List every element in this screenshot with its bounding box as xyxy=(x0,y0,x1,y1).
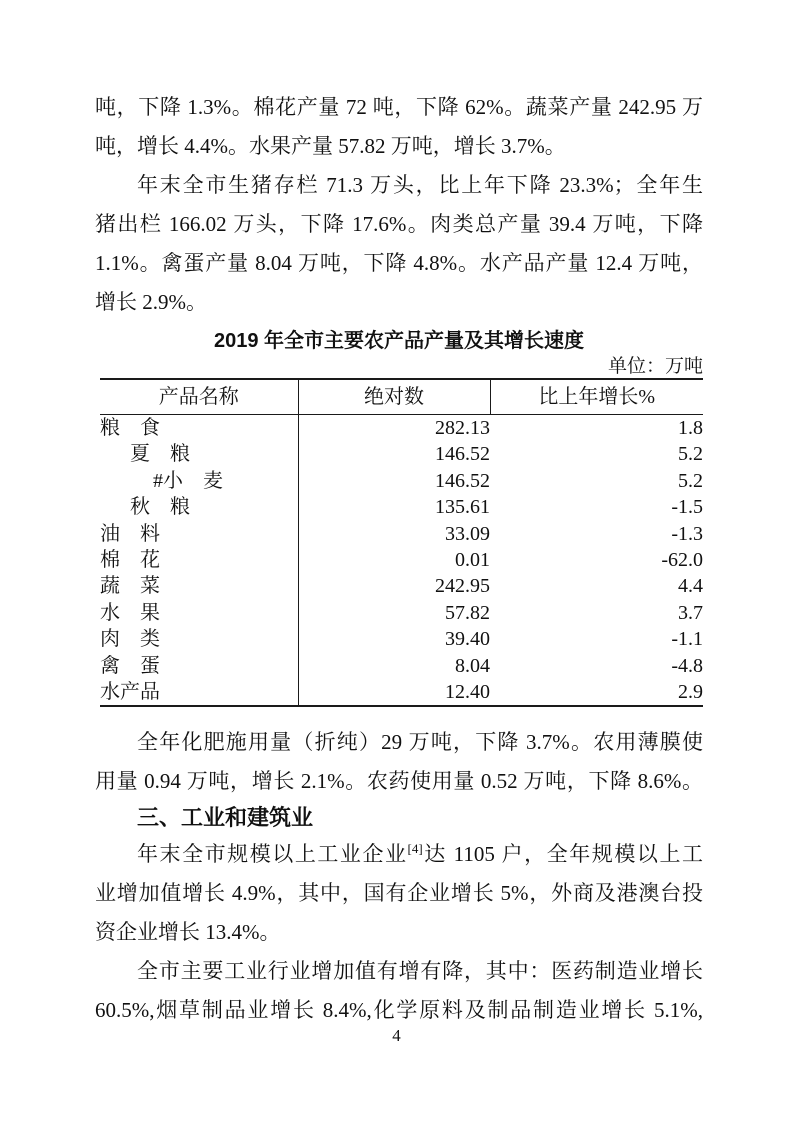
absolute-value-cell: 0.01 xyxy=(455,549,490,572)
absolute-value-cell: 8.04 xyxy=(455,654,490,677)
footnote-reference: [4] xyxy=(407,841,423,857)
paragraph-line: 吨，增长 4.4%。水果产量 57.82 万吨，增长 3.7%。 xyxy=(95,134,566,158)
line-text: 达 1105 户，全年规模以上工 xyxy=(422,842,703,867)
paragraph-livestock xyxy=(95,166,703,322)
table-row xyxy=(100,679,703,706)
page-number: 4 xyxy=(392,1026,401,1045)
paragraph-line: 年末全市生猪存栏 71.3 万头，比上年下降 23.3%；全年生 xyxy=(137,173,703,197)
absolute-value-cell: 146.52 xyxy=(435,469,490,492)
growth-cell: 2.9 xyxy=(678,681,703,704)
absolute-value-cell: 33.09 xyxy=(445,522,490,545)
growth-cell: -1.5 xyxy=(671,496,703,519)
paragraph-fertilizer xyxy=(95,723,703,801)
table-row xyxy=(100,573,703,599)
product-name-cell: 粮 食 xyxy=(100,415,298,442)
table-row xyxy=(100,547,703,573)
paragraph-line: 全年化肥施用量（折纯）29 万吨，下降 3.7%。农用薄膜使 xyxy=(137,730,703,755)
growth-cell: 5.2 xyxy=(678,443,703,466)
table-row xyxy=(100,441,703,467)
growth-cell: -1.1 xyxy=(671,628,703,651)
paragraph-industry-sectors xyxy=(95,952,703,1030)
product-name-cell: #小 麦 xyxy=(100,468,298,494)
absolute-value-cell: 57.82 xyxy=(445,601,490,624)
paragraph-industry-enterprises xyxy=(95,835,703,952)
absolute-value-cell: 135.61 xyxy=(435,496,490,519)
table-header-row xyxy=(100,379,703,415)
paragraph-line: 业增加值增长 4.9%，其中，国有企业增长 5%，外商及港澳台投 xyxy=(95,881,703,906)
product-name-cell: 夏 粮 xyxy=(100,441,298,467)
absolute-value-cell: 242.95 xyxy=(435,575,490,598)
table-row xyxy=(100,653,703,679)
growth-cell: -1.3 xyxy=(671,522,703,545)
column-header-absolute-value: 绝对数 xyxy=(298,379,490,415)
absolute-value-cell: 39.40 xyxy=(445,628,490,651)
paragraph-line: 增长 2.9%。 xyxy=(95,290,207,314)
absolute-value-cell: 12.40 xyxy=(445,681,490,704)
growth-cell: -4.8 xyxy=(671,654,703,677)
table-row xyxy=(100,415,703,442)
unit-label: 单位：万吨 xyxy=(607,356,703,377)
table-row xyxy=(100,494,703,520)
growth-cell: 4.4 xyxy=(678,575,703,598)
paragraph-line: 资企业增长 13.4%。 xyxy=(95,920,281,945)
growth-cell: 1.8 xyxy=(678,417,703,439)
table-row xyxy=(100,468,703,494)
paragraph-line: 全市主要工业行业增加值有增有降，其中：医药制造业增长 xyxy=(137,959,703,984)
product-name-cell: 肉 类 xyxy=(100,626,298,652)
paragraph-line: 60.5%,烟草制品业增长 8.4%,化学原料及制品制造业增长 5.1%, xyxy=(95,998,703,1023)
growth-cell: 5.2 xyxy=(678,469,703,492)
growth-cell: -62.0 xyxy=(661,549,703,572)
growth-cell: 3.7 xyxy=(678,601,703,624)
table-row xyxy=(100,626,703,652)
product-name-cell: 水产品 xyxy=(100,679,298,706)
section-heading-industry: 三、工业和建筑业 xyxy=(137,805,314,831)
product-name-cell: 棉 花 xyxy=(100,547,298,573)
paragraph-crops xyxy=(95,88,703,166)
absolute-value-cell: 282.13 xyxy=(435,417,490,439)
product-name-cell: 秋 粮 xyxy=(100,494,298,520)
table-title: 2019 年全市主要农产品产量及其增长速度 xyxy=(213,330,585,352)
product-name-cell: 水 果 xyxy=(100,600,298,626)
product-name-cell: 油 料 xyxy=(100,521,298,547)
paragraph-line: 用量 0.94 万吨，增长 2.1%。农药使用量 0.52 万吨，下降 8.6%。 xyxy=(95,769,703,794)
line-text: 年末全市规模以上工业企业 xyxy=(137,842,408,867)
column-header-growth: 比上年增长% xyxy=(490,379,703,415)
paragraph-line: 吨，下降 1.3%。棉花产量 72 吨，下降 62%。蔬菜产量 242.95 万 xyxy=(95,95,703,119)
absolute-value-cell: 146.52 xyxy=(435,443,490,466)
page-content xyxy=(95,88,703,1030)
product-name-cell: 蔬 菜 xyxy=(100,573,298,599)
table-row xyxy=(100,521,703,547)
agricultural-output-table xyxy=(100,378,703,707)
paragraph-line: 1.1%。禽蛋产量 8.04 万吨，下降 4.8%。水产品产量 12.4 万吨， xyxy=(95,251,703,275)
paragraph-line xyxy=(95,835,703,874)
product-name-cell: 禽 蛋 xyxy=(100,653,298,679)
table-row xyxy=(100,600,703,626)
column-header-product-name: 产品名称 xyxy=(100,379,298,415)
paragraph-line: 猪出栏 166.02 万头，下降 17.6%。肉类总产量 39.4 万吨，下降 xyxy=(95,212,703,236)
